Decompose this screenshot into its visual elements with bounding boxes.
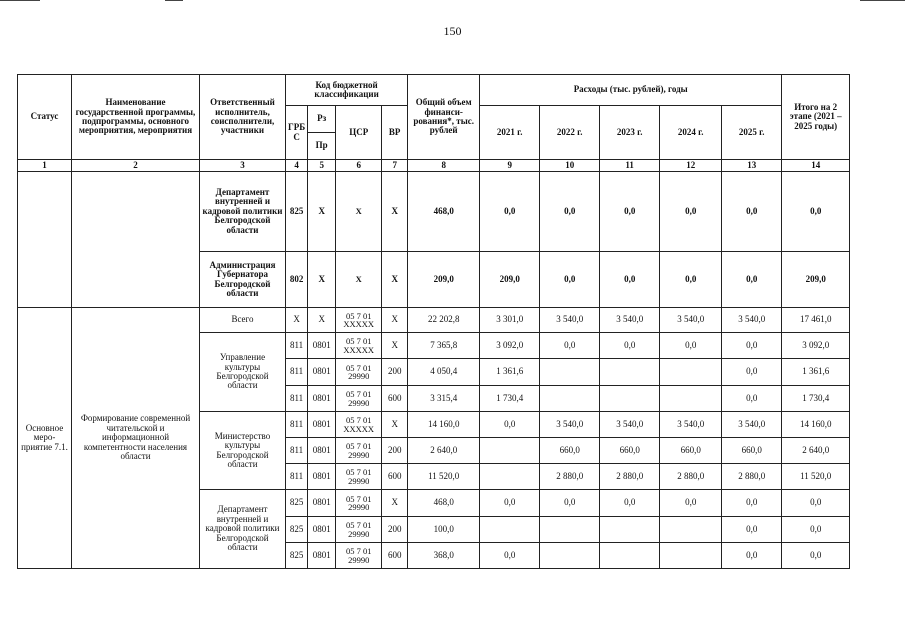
year-2022-cell: 0,0: [540, 172, 600, 252]
table-row: [18, 172, 850, 252]
header-vr: ВР: [382, 106, 408, 160]
csr-cell: 05 7 01 ХХХХХ: [336, 412, 382, 438]
vr-cell: Х: [382, 333, 408, 359]
total-cell: 14 160,0: [408, 412, 480, 438]
grbs-cell: 811: [286, 359, 308, 386]
total-cell: 468,0: [408, 172, 480, 252]
year-2024-cell: 0,0: [660, 252, 722, 308]
column-index-cell: 12: [660, 160, 722, 172]
header-stage-total: Итого на 2 этапе (2021 – 2025 годы): [782, 75, 850, 160]
department-org-cell: Департамент внутренней и кадровой политики Белгородской области: [200, 490, 286, 569]
rz-cell: Х: [308, 308, 336, 333]
year-2023-cell: 0,0: [600, 490, 660, 517]
rz-cell: 0801: [308, 386, 336, 412]
responsible-org-cell: Всего: [200, 308, 286, 333]
stage-sum-cell: 14 160,0: [782, 412, 850, 438]
year-2023-cell: 660,0: [600, 438, 660, 464]
column-index-cell: 11: [600, 160, 660, 172]
header-rz: Рз: [308, 106, 336, 133]
year-2025-cell: 0,0: [722, 172, 782, 252]
header-2023: 2023 г.: [600, 106, 660, 160]
year-2023-cell: [600, 517, 660, 543]
year-2024-cell: [660, 543, 722, 569]
column-index-cell: 4: [286, 160, 308, 172]
responsible-org-cell: Администрация Губернатора Белгородской области: [200, 252, 286, 308]
stage-sum-cell: 0,0: [782, 490, 850, 517]
activity-name-cell: Формирование современной читательской и информационной компетентности населения области: [72, 308, 200, 569]
responsible-org-cell: Департамент внутренней и кадровой политики Белгородской области: [200, 172, 286, 252]
header-2024: 2024 г.: [660, 106, 722, 160]
year-2024-cell: [660, 517, 722, 543]
total-cell: 22 202,8: [408, 308, 480, 333]
table-row-total: [18, 308, 850, 333]
page-number: 150: [443, 24, 462, 38]
status-cell-empty: [18, 172, 72, 308]
grbs-cell: 825: [286, 490, 308, 517]
year-2025-cell: 2 880,0: [722, 464, 782, 490]
year-2022-cell: 0,0: [540, 333, 600, 359]
year-2022-cell: 0,0: [540, 490, 600, 517]
vr-cell: Х: [382, 490, 408, 517]
vr-cell: Х: [382, 308, 408, 333]
vr-cell: 600: [382, 464, 408, 490]
year-2025-cell: 3 540,0: [722, 308, 782, 333]
year-2025-cell: 0,0: [722, 490, 782, 517]
csr-cell: 05 7 01 29990: [336, 359, 382, 386]
grbs-cell: 811: [286, 386, 308, 412]
year-2021-cell: [480, 438, 540, 464]
grbs-cell: Х: [286, 308, 308, 333]
csr-cell: 05 7 01 ХХХХХ: [336, 308, 382, 333]
year-2024-cell: 0,0: [660, 172, 722, 252]
rz-cell: 0801: [308, 543, 336, 569]
header-pr: Пр: [308, 133, 336, 160]
stage-sum-cell: 209,0: [782, 252, 850, 308]
culture-management-org-cell: Управление культуры Белгородской области: [200, 333, 286, 412]
column-index-cell: 6: [336, 160, 382, 172]
vr-cell: 200: [382, 359, 408, 386]
csr-cell: 05 7 01 29990: [336, 386, 382, 412]
year-2021-cell: 0,0: [480, 490, 540, 517]
stage-sum-cell: 0,0: [782, 543, 850, 569]
column-index-cell: 14: [782, 160, 850, 172]
vr-cell: 200: [382, 517, 408, 543]
year-2024-cell: 2 880,0: [660, 464, 722, 490]
budget-table: [17, 74, 850, 569]
year-2021-cell: 1 730,4: [480, 386, 540, 412]
name-cell-empty: [72, 172, 200, 308]
year-2021-cell: 3 301,0: [480, 308, 540, 333]
csr-cell: 05 7 01 29990: [336, 490, 382, 517]
stage-sum-cell: 1 730,4: [782, 386, 850, 412]
year-2022-cell: 660,0: [540, 438, 600, 464]
csr-cell: 05 7 01 29990: [336, 464, 382, 490]
year-2024-cell: [660, 359, 722, 386]
year-2023-cell: 3 540,0: [600, 308, 660, 333]
csr-cell: 05 7 01 29990: [336, 438, 382, 464]
stage-sum-cell: 17 461,0: [782, 308, 850, 333]
year-2024-cell: 0,0: [660, 490, 722, 517]
rz-cell: 0801: [308, 464, 336, 490]
year-2022-cell: 3 540,0: [540, 412, 600, 438]
column-index-cell: 9: [480, 160, 540, 172]
column-index-row: [18, 160, 850, 172]
year-2021-cell: 0,0: [480, 543, 540, 569]
csr-cell: 05 7 01 29990: [336, 517, 382, 543]
year-2024-cell: 3 540,0: [660, 308, 722, 333]
year-2023-cell: [600, 543, 660, 569]
grbs-cell: 802: [286, 252, 308, 308]
csr-cell: 05 7 01 ХХХХХ: [336, 333, 382, 359]
year-2024-cell: 3 540,0: [660, 412, 722, 438]
year-2022-cell: 2 880,0: [540, 464, 600, 490]
vr-cell: 600: [382, 543, 408, 569]
column-index-cell: 3: [200, 160, 286, 172]
column-index-cell: 7: [382, 160, 408, 172]
year-2022-cell: [540, 386, 600, 412]
year-2025-cell: 0,0: [722, 333, 782, 359]
year-2022-cell: [540, 359, 600, 386]
year-2021-cell: [480, 464, 540, 490]
column-index-cell: 2: [72, 160, 200, 172]
stage-sum-cell: 2 640,0: [782, 438, 850, 464]
year-2023-cell: 0,0: [600, 252, 660, 308]
year-2025-cell: 0,0: [722, 517, 782, 543]
vr-cell: Х: [382, 412, 408, 438]
year-2024-cell: [660, 386, 722, 412]
year-2021-cell: [480, 517, 540, 543]
year-2023-cell: [600, 386, 660, 412]
grbs-cell: 825: [286, 517, 308, 543]
year-2023-cell: 3 540,0: [600, 412, 660, 438]
column-index-cell: 13: [722, 160, 782, 172]
year-2021-cell: 0,0: [480, 172, 540, 252]
scan-edge-mark-right: [860, 0, 905, 1]
scan-edge-mark-mid: [165, 0, 183, 1]
grbs-cell: 811: [286, 438, 308, 464]
year-2022-cell: 3 540,0: [540, 308, 600, 333]
year-2023-cell: 2 880,0: [600, 464, 660, 490]
grbs-cell: 811: [286, 464, 308, 490]
year-2023-cell: [600, 359, 660, 386]
year-2021-cell: 209,0: [480, 252, 540, 308]
total-cell: 7 365,8: [408, 333, 480, 359]
header-name: Наименование государственной программы, подпрограммы, основного мероприятия, мероприятия: [72, 75, 200, 160]
grbs-cell: 825: [286, 543, 308, 569]
scan-edge-mark-left: [0, 0, 40, 1]
csr-cell: 05 7 01 29990: [336, 543, 382, 569]
vr-cell: Х: [382, 252, 408, 308]
grbs-cell: 811: [286, 412, 308, 438]
column-index-cell: 5: [308, 160, 336, 172]
ministry-org-cell: Министерство культуры Белгородской области: [200, 412, 286, 490]
header-2025: 2025 г.: [722, 106, 782, 160]
stage-sum-cell: 3 092,0: [782, 333, 850, 359]
header-responsible: Ответственный исполнитель, соисполнители, участники: [200, 75, 286, 160]
rz-cell: 0801: [308, 438, 336, 464]
year-2023-cell: 0,0: [600, 333, 660, 359]
rz-cell: Х: [308, 252, 336, 308]
header-status: Статус: [18, 75, 72, 160]
grbs-cell: 825: [286, 172, 308, 252]
total-cell: 4 050,4: [408, 359, 480, 386]
rz-cell: 0801: [308, 412, 336, 438]
rz-cell: 0801: [308, 490, 336, 517]
stage-sum-cell: 1 361,6: [782, 359, 850, 386]
header-2022: 2022 г.: [540, 106, 600, 160]
vr-cell: 600: [382, 386, 408, 412]
header-csr: ЦСР: [336, 106, 382, 160]
total-cell: 11 520,0: [408, 464, 480, 490]
year-2024-cell: 0,0: [660, 333, 722, 359]
stage-sum-cell: 0,0: [782, 517, 850, 543]
csr-cell: Х: [336, 172, 382, 252]
year-2025-cell: 0,0: [722, 543, 782, 569]
rz-cell: 0801: [308, 517, 336, 543]
year-2022-cell: [540, 517, 600, 543]
year-2025-cell: 0,0: [722, 386, 782, 412]
year-2025-cell: 3 540,0: [722, 412, 782, 438]
header-budget-code: Код бюджетной классификации: [286, 75, 408, 106]
year-2021-cell: 1 361,6: [480, 359, 540, 386]
rz-cell: Х: [308, 172, 336, 252]
year-2022-cell: [540, 543, 600, 569]
grbs-cell: 811: [286, 333, 308, 359]
year-2023-cell: 0,0: [600, 172, 660, 252]
total-cell: 3 315,4: [408, 386, 480, 412]
header-expenses: Расходы (тыс. рублей), годы: [480, 75, 782, 106]
total-cell: 100,0: [408, 517, 480, 543]
stage-sum-cell: 0,0: [782, 172, 850, 252]
year-2025-cell: 660,0: [722, 438, 782, 464]
year-2025-cell: 0,0: [722, 252, 782, 308]
year-2024-cell: 660,0: [660, 438, 722, 464]
year-2021-cell: 3 092,0: [480, 333, 540, 359]
column-index-cell: 10: [540, 160, 600, 172]
vr-cell: 200: [382, 438, 408, 464]
total-cell: 368,0: [408, 543, 480, 569]
year-2021-cell: 0,0: [480, 412, 540, 438]
column-index-cell: 8: [408, 160, 480, 172]
header-total: Общий объем финанси-рования*, тыс. рублей: [408, 75, 480, 160]
header-grbs: ГРБ С: [286, 106, 308, 160]
vr-cell: Х: [382, 172, 408, 252]
stage-sum-cell: 11 520,0: [782, 464, 850, 490]
year-2022-cell: 0,0: [540, 252, 600, 308]
status-cell: Основное меро-приятие 7.1.: [18, 308, 72, 569]
total-cell: 2 640,0: [408, 438, 480, 464]
rz-cell: 0801: [308, 359, 336, 386]
csr-cell: Х: [336, 252, 382, 308]
header-2021: 2021 г.: [480, 106, 540, 160]
column-index-cell: 1: [18, 160, 72, 172]
year-2025-cell: 0,0: [722, 359, 782, 386]
total-cell: 209,0: [408, 252, 480, 308]
rz-cell: 0801: [308, 333, 336, 359]
total-cell: 468,0: [408, 490, 480, 517]
